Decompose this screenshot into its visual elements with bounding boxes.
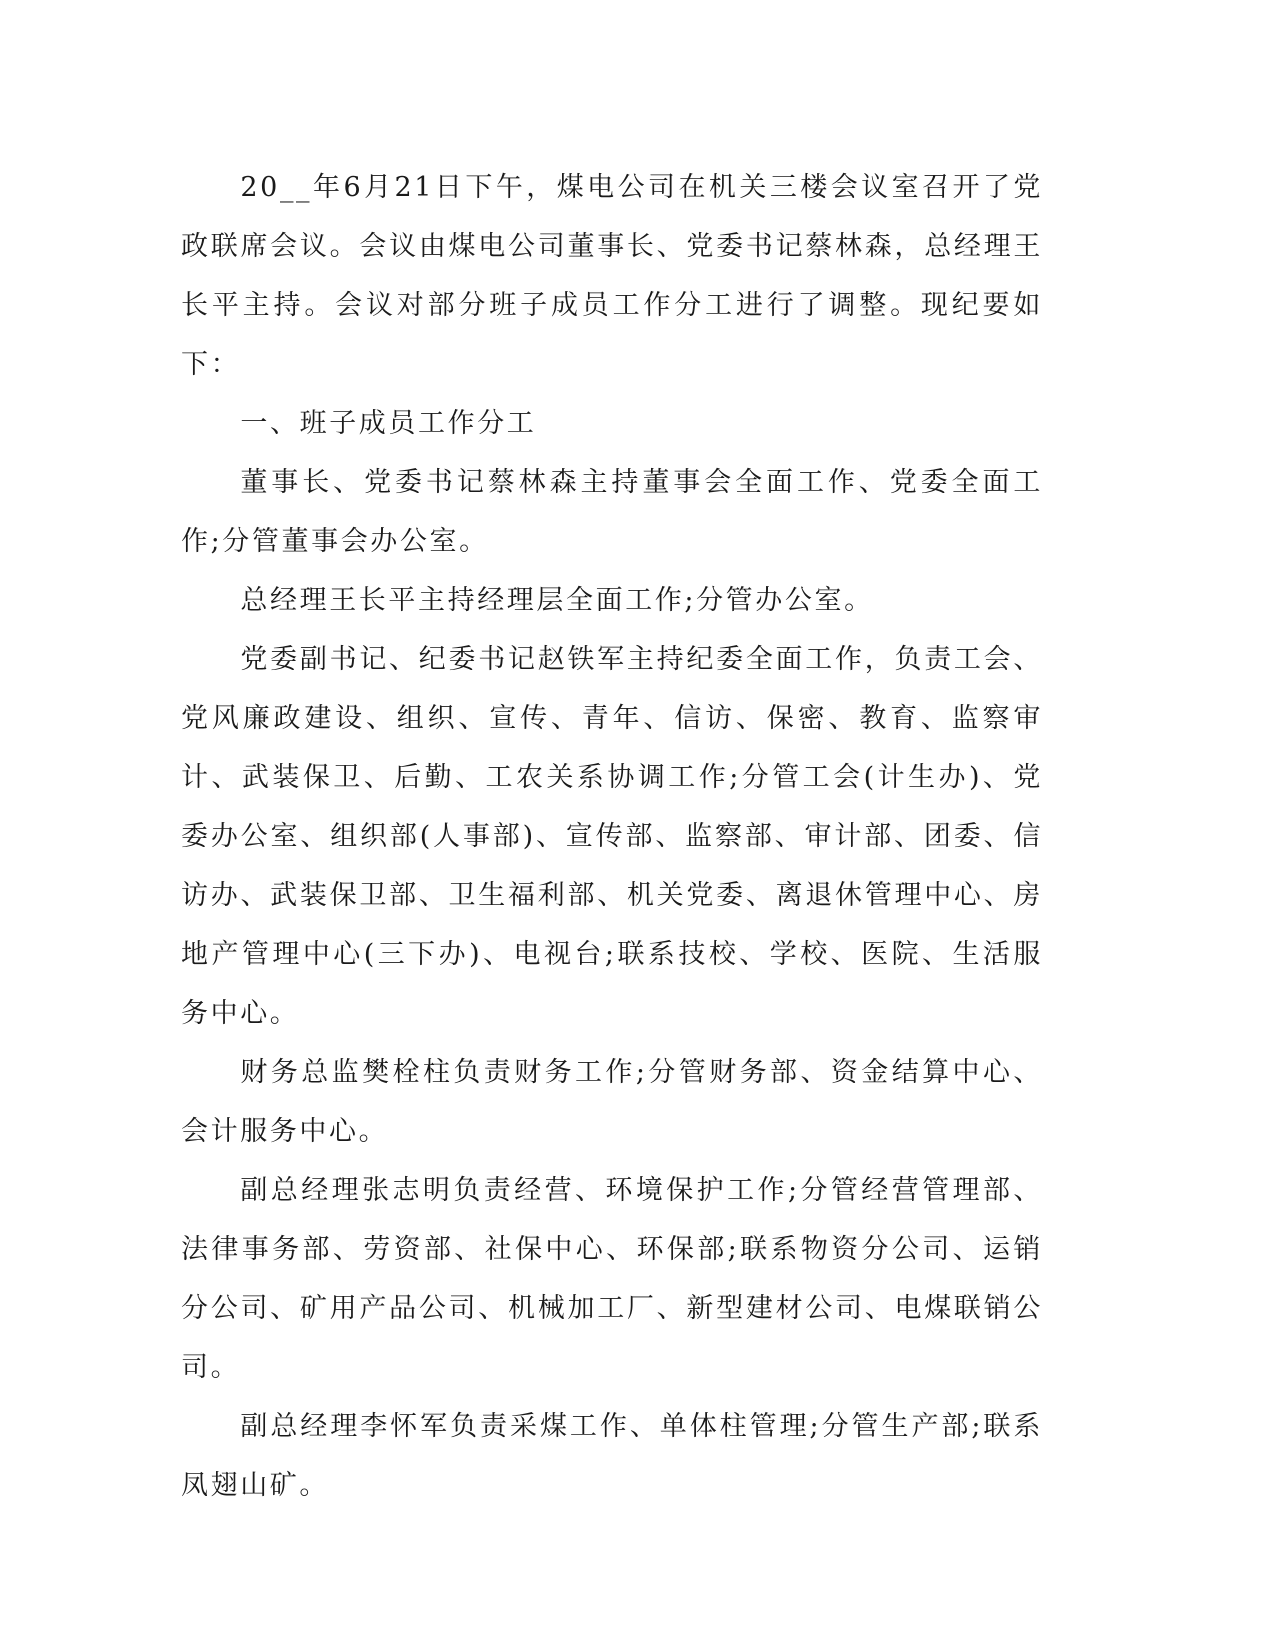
deputy-secretary-duties-paragraph: 党委副书记、纪委书记赵铁军主持纪委全面工作，负责工会、党风廉政建设、组织、宣传、青年、信访、保密、教育、监察审计、武装保卫、后勤、工农关系协调工作;分管工会(计生办)、党委办公室、组织部(人事部)、宣传部、监察部、审计部、团委、信访办、武装保卫部、卫生福利部、机关党委、离退休管理中心、房地产管理中心(三下办)、电视台;联系技校、学校、医院、生活服务中心。 [181,644,1043,1029]
intro-paragraph: 20__年6月21日下午，煤电公司在机关三楼会议室召开了党政联席会议。会议由煤电公司董事长、党委书记蔡林森，总经理王长平主持。会议对部分班子成员工作分工进行了调整。现纪要如下： [181,172,1043,380]
document-body [181,158,1043,1515]
deputy-gm-zhang-duties-paragraph: 副总经理张志明负责经营、环境保护工作;分管经营管理部、法律事务部、劳资部、社保中心、环保部;联系物资分公司、运销分公司、矿用产品公司、机械加工厂、新型建材公司、电煤联销公司。 [181,1175,1043,1383]
chairman-duties-paragraph: 董事长、党委书记蔡林森主持董事会全面工作、党委全面工作;分管董事会办公室。 [181,467,1043,557]
deputy-gm-li-duties-paragraph: 副总经理李怀军负责采煤工作、单体柱管理;分管生产部;联系凤翅山矿。 [181,1411,1043,1501]
section-heading: 一、班子成员工作分工 [240,408,537,439]
general-manager-duties-paragraph: 总经理王长平主持经理层全面工作;分管办公室。 [240,585,874,616]
cfo-duties-paragraph: 财务总监樊栓柱负责财务工作;分管财务部、资金结算中心、会计服务中心。 [181,1057,1043,1147]
